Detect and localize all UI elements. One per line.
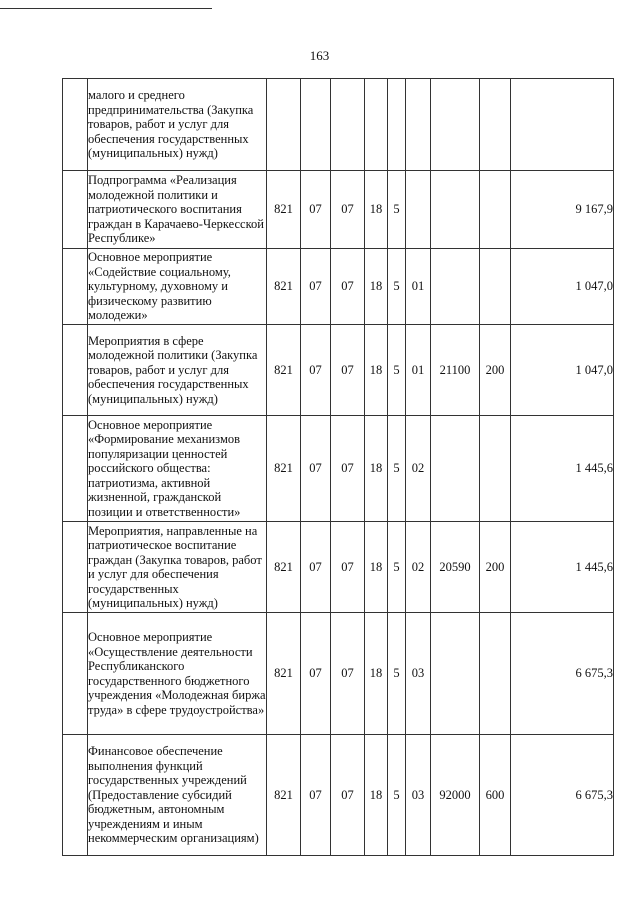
sum-cell: 1 445,6 xyxy=(511,522,614,613)
blank-cell xyxy=(63,735,88,856)
row-name: Мероприятия, направленные на патриотическое воспитание граждан (Закупка товаров, работ и услуг для обеспечения государственных (муниципальных) нужд) xyxy=(88,522,267,613)
direction-cell: 21100 xyxy=(431,325,480,416)
subprogram-cell: 5 xyxy=(388,416,406,522)
subsection-cell xyxy=(331,79,365,171)
expense-type-cell xyxy=(480,613,511,735)
measure-cell: 03 xyxy=(406,735,431,856)
budget-table xyxy=(62,78,614,856)
expense-type-cell: 200 xyxy=(480,522,511,613)
row-name: Мероприятия в сфере молодежной политики (Закупка товаров, работ и услуг для обеспечения государственных (муниципальных) нужд) xyxy=(88,325,267,416)
blank-cell xyxy=(63,171,88,249)
direction-cell xyxy=(431,171,480,249)
subprogram-cell: 5 xyxy=(388,613,406,735)
ved-cell: 821 xyxy=(267,171,301,249)
measure-cell: 02 xyxy=(406,522,431,613)
measure-cell xyxy=(406,79,431,171)
table-row xyxy=(63,171,614,249)
program-cell: 18 xyxy=(365,249,388,325)
direction-cell xyxy=(431,416,480,522)
expense-type-cell xyxy=(480,249,511,325)
ved-cell: 821 xyxy=(267,325,301,416)
subsection-cell: 07 xyxy=(331,249,365,325)
program-cell: 18 xyxy=(365,735,388,856)
ved-cell xyxy=(267,79,301,171)
direction-cell xyxy=(431,613,480,735)
blank-cell xyxy=(63,613,88,735)
section-cell: 07 xyxy=(301,522,331,613)
row-name: Основное мероприятие «Осуществление деятельности Республиканского государственного бюджетного учреждения «Молодежная биржа труда» в сфере трудоустройства» xyxy=(88,613,267,735)
program-cell: 18 xyxy=(365,522,388,613)
direction-cell xyxy=(431,79,480,171)
expense-type-cell: 200 xyxy=(480,325,511,416)
subprogram-cell: 5 xyxy=(388,171,406,249)
subprogram-cell: 5 xyxy=(388,522,406,613)
sum-cell: 1 047,0 xyxy=(511,249,614,325)
section-cell: 07 xyxy=(301,613,331,735)
row-name: малого и среднего предпринимательства (Закупка товаров, работ и услуг для обеспечения государственных (муниципальных) нужд) xyxy=(88,79,267,171)
row-name: Подпрограмма «Реализация молодежной политики и патриотического воспитания граждан в Карачаево-Черкесской Республике» xyxy=(88,171,267,249)
ved-cell: 821 xyxy=(267,416,301,522)
measure-cell xyxy=(406,171,431,249)
page-number: 163 xyxy=(309,48,330,63)
subsection-cell: 07 xyxy=(331,522,365,613)
blank-cell xyxy=(63,79,88,171)
blank-cell xyxy=(63,522,88,613)
ved-cell: 821 xyxy=(267,735,301,856)
row-name: Основное мероприятие «Формирование механизмов популяризации ценностей российского общества: патриотизма, активной жизненной, гражданской позиции и ответственности» xyxy=(88,416,267,522)
measure-cell: 03 xyxy=(406,613,431,735)
program-cell: 18 xyxy=(365,325,388,416)
table-row xyxy=(63,325,614,416)
subsection-cell: 07 xyxy=(331,171,365,249)
section-cell xyxy=(301,79,331,171)
table-row xyxy=(63,249,614,325)
subprogram-cell xyxy=(388,79,406,171)
program-cell: 18 xyxy=(365,416,388,522)
ved-cell: 821 xyxy=(267,522,301,613)
direction-cell xyxy=(431,249,480,325)
sum-cell: 1 445,6 xyxy=(511,416,614,522)
sum-cell xyxy=(511,79,614,171)
expense-type-cell xyxy=(480,79,511,171)
subsection-cell: 07 xyxy=(331,613,365,735)
table-row xyxy=(63,79,614,171)
subsection-cell: 07 xyxy=(331,735,365,856)
ved-cell: 821 xyxy=(267,249,301,325)
subsection-cell: 07 xyxy=(331,325,365,416)
subsection-cell: 07 xyxy=(331,416,365,522)
subprogram-cell: 5 xyxy=(388,735,406,856)
table-row xyxy=(63,522,614,613)
expense-type-cell: 600 xyxy=(480,735,511,856)
row-name: Финансовое обеспечение выполнения функций государственных учреждений (Предоставление субсидий бюджетным, автономным учреждениям и иным некоммерческим организациям) xyxy=(88,735,267,856)
subprogram-cell: 5 xyxy=(388,325,406,416)
blank-cell xyxy=(63,416,88,522)
subprogram-cell: 5 xyxy=(388,249,406,325)
ved-cell: 821 xyxy=(267,613,301,735)
section-cell: 07 xyxy=(301,416,331,522)
sum-cell: 6 675,3 xyxy=(511,735,614,856)
blank-cell xyxy=(63,249,88,325)
section-cell: 07 xyxy=(301,249,331,325)
section-cell: 07 xyxy=(301,325,331,416)
program-cell: 18 xyxy=(365,613,388,735)
program-cell xyxy=(365,79,388,171)
table-row xyxy=(63,416,614,522)
expense-type-cell xyxy=(480,171,511,249)
sum-cell: 6 675,3 xyxy=(511,613,614,735)
sum-cell: 1 047,0 xyxy=(511,325,614,416)
direction-cell: 92000 xyxy=(431,735,480,856)
blank-cell xyxy=(63,325,88,416)
program-cell: 18 xyxy=(365,171,388,249)
expense-type-cell xyxy=(480,416,511,522)
row-name: Основное мероприятие «Содействие социальному, культурному, духовному и физическому развитию молодежи» xyxy=(88,249,267,325)
section-cell: 07 xyxy=(301,735,331,856)
table-row xyxy=(63,735,614,856)
measure-cell: 01 xyxy=(406,249,431,325)
sum-cell: 9 167,9 xyxy=(511,171,614,249)
measure-cell: 02 xyxy=(406,416,431,522)
section-cell: 07 xyxy=(301,171,331,249)
top-rule xyxy=(0,8,212,9)
measure-cell: 01 xyxy=(406,325,431,416)
table-row xyxy=(63,613,614,735)
direction-cell: 20590 xyxy=(431,522,480,613)
